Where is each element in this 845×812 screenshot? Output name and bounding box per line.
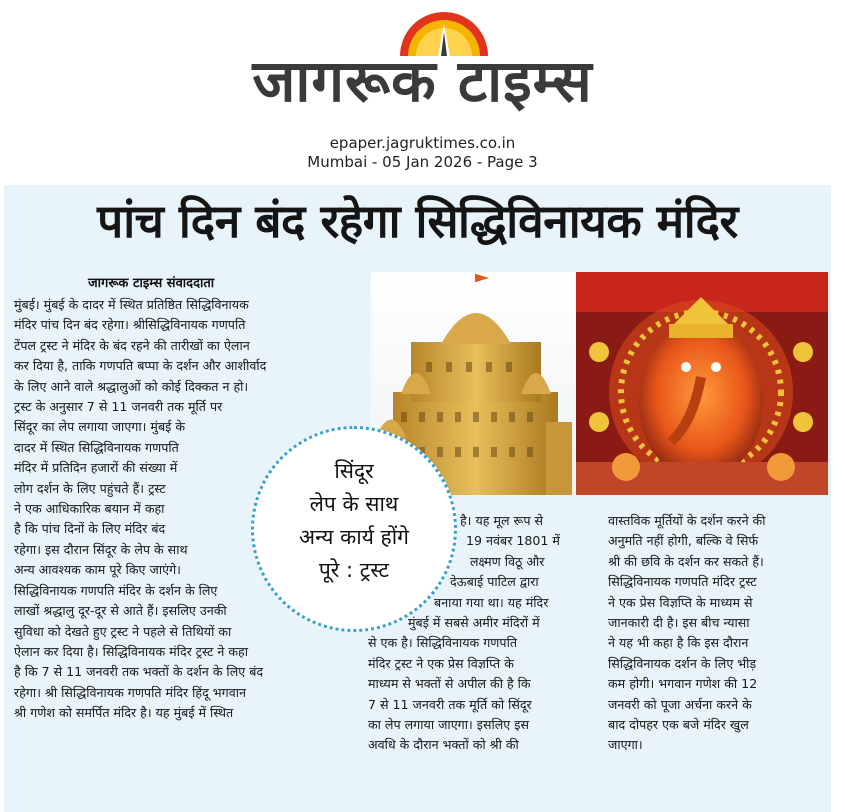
text-line: सिद्धिविनायक दर्शन के लिए भीड़ [608,655,757,671]
text-line: मंदिर पांच दिन बंद रहेगा। श्रीसिद्धिविनायक गणपति [14,317,246,333]
masthead-logo[interactable]: जागरूक टाइम्स [252,47,593,115]
text-line: ने यह भी कहा है कि इस दौरान [608,635,749,651]
pull-quote-line: अन्य कार्य होंगे [299,525,409,549]
text-line: सुविधा को देखते हुए ट्रस्ट ने पहले से तिथियों का [14,623,232,639]
masthead [0,0,845,180]
text-line: ऐलान कर दिया है। सिद्धिविनायक मंदिर ट्रस्ट ने कहा [14,643,249,659]
pull-quote-line: लेप के साथ [309,492,399,516]
text-line: मुंबई में सबसे अमीर मंदिरों में [408,615,540,631]
text-line: कर दिया है, ताकि गणपति बप्पा के दर्शन और आशीर्वाद [14,358,267,374]
text-line: टेंपल ट्रस्ट ने मंदिर के बंद रहने की तारीखों का ऐलान [14,337,250,353]
text-line: कम होगी। भगवान गणेश की 12 [608,676,758,692]
text-line: श्री की छवि के दर्शन कर सकते हैं। [608,553,764,569]
text-line: के लिए आने वाले श्रद्धालुओं को कोई दिक्कत न हो। [14,378,249,394]
text-line: है। यह मूल रूप से [460,513,543,528]
text-line: है कि 7 से 11 जनवरी तक भक्तों के दर्शन के लिए बंद [14,664,264,680]
text-line: ट्रस्ट के अनुसार 7 से 11 जनवरी तक मूर्ति पर [14,399,223,415]
text-line: मंदिर ट्रस्ट ने एक प्रेस विज्ञप्ति के [368,655,514,671]
text-line: 7 से 11 जनवरी तक मूर्ति को सिंदूर [368,696,532,712]
text-line: माध्यम से भक्तों से अपील की है कि [368,676,531,692]
edition-line: Mumbai - 05 Jan 2026 - Page 3 [307,153,538,171]
text-line: ने एक प्रेस विज्ञप्ति के माध्यम से [608,594,753,610]
text-line: अनुमति नहीं होगी, बल्कि वे सिर्फ [608,533,759,549]
text-line: का लेप लगाया जाएगा। इसलिए इस [368,717,529,733]
text-line: है कि पांच दिनों के लिए मंदिर बंद [14,521,166,537]
byline: जागरूक टाइम्स संवाददाता [88,276,215,291]
text-line: से एक है। सिद्धिविनायक गणपति [368,635,518,651]
text-line: श्री गणेश को समर्पित मंदिर है। यह मुंबई में स्थित [14,705,234,721]
text-line: मंदिर में प्रतिदिन हजारों की संख्या में [14,460,178,476]
text-line: मुंबई। मुंबई के दादर में स्थित प्रतिष्ठित सिद्धिविनायक [14,297,249,312]
text-line: ने एक आधिकारिक बयान में कहा [14,501,165,517]
text-line: जानकारी दी है। इस बीच न्यासा [608,615,750,631]
pull-quote-line: पूरे : ट्रस्ट [318,558,390,582]
body-column-3 [608,511,826,756]
text-line: बनाया गया था। यह मंदिर [434,594,549,610]
text-line: जाएगा। [608,737,643,753]
text-line: अन्य आवश्यक काम पूरे किए जाएंगे। [14,562,181,578]
text-line: सिद्धिविनायक गणपति मंदिर ट्रस्ट [608,574,757,590]
text-line: सिद्धिविनायक गणपति मंदिर के दर्शन के लिए [14,582,218,598]
text-line: लक्ष्मण विठू और [470,553,545,569]
text-line: देऊबाई पाटिल द्वारा [450,574,539,590]
pull-quote [251,426,457,632]
text-line: लोग दर्शन के लिए पहुंचते हैं। ट्रस्ट [14,480,166,496]
text-line: लाखों श्रद्धालु दूर-दूर से आते हैं। इसलिए उनकी [14,603,227,619]
epaper-url[interactable]: epaper.jagruktimes.co.in [329,134,516,152]
text-line: रहेगा। इस दौरान सिंदूर के लेप के साथ [14,541,188,557]
text-line: 19 नवंबर 1801 में [466,533,560,549]
text-line: बाद दोपहर एक बजे मंदिर खुल [608,717,749,733]
headline: पांच दिन बंद रहेगा सिद्धिविनायक मंदिर [97,194,738,248]
text-line: दादर में स्थित सिद्धिविनायक गणपति [14,439,179,455]
text-line: रहेगा। श्री सिद्धिविनायक गणपति मंदिर हिंदू भगवान [14,684,247,700]
pull-quote-line: सिंदूर [334,459,374,483]
text-line: वास्तविक मूर्तियों के दर्शन करने की [608,513,766,528]
text-line: जनवरी को पूजा अर्चना करने के [608,696,752,712]
text-line: अवधि के दौरान भक्तों को श्री की [368,737,519,753]
text-line: सिंदूर का लेप लगाया जाएगा। मुंबई के [14,419,185,435]
pull-quote-text [254,455,454,587]
